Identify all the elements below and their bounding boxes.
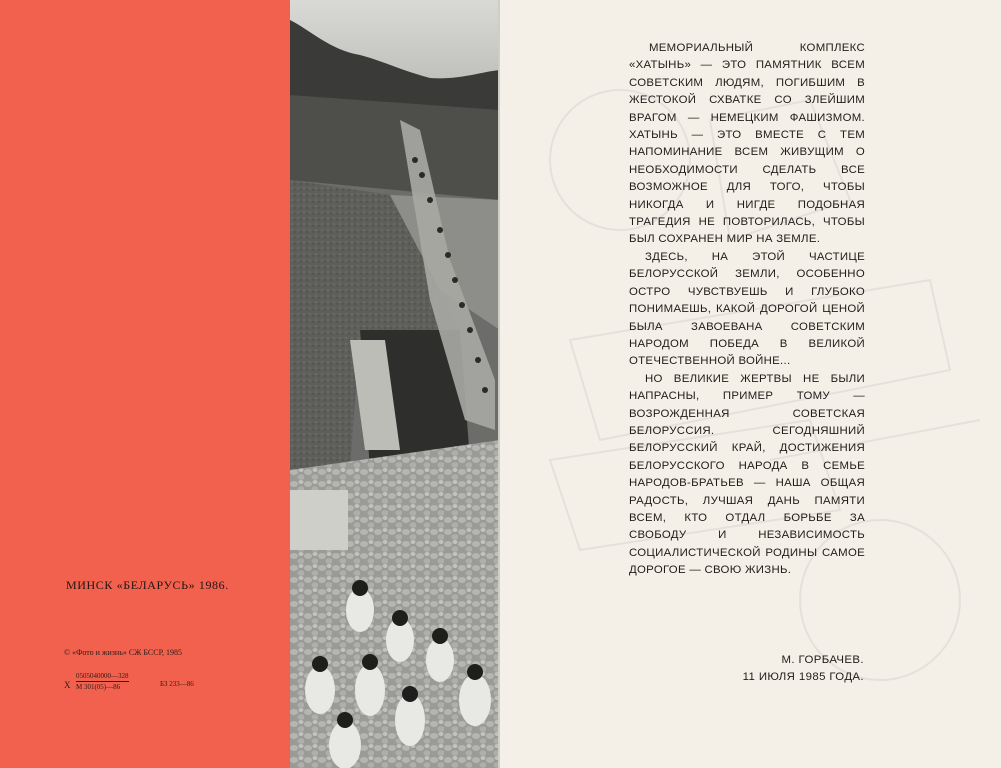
catalog-numerator: 0505040000—328 — [76, 672, 129, 680]
left-page-red-cover — [0, 0, 290, 768]
paragraph-intro: МЕМОРИАЛЬНЫЙ КОМПЛЕКС «ХАТЫНЬ» — ЭТО ПАМЯТНИК ВСЕМ СОВЕТСКИМ ЛЮДЯМ, ПОГИБШИМ В ЖЕСТОКОЙ СХВАТКЕ СО ЗЛЕЙШИМ ВРАГОМ — НЕМЕЦКИМ ФАШИЗМОМ. ХАТЫНЬ — ЭТО ВМЕСТЕ С ТЕМ НАПОМИНАНИЕ ВСЕМ ЖИВУЩИМ О НЕОБХОДИМОСТИ СДЕЛАТЬ ВСЕ ВОЗМОЖНОЕ ДЛЯ ТОГО, ЧТОБЫ НИКОГДА И НИГДЕ ПОДОБНАЯ ТРАГЕДИЯ НЕ ПОВТОРИЛАСЬ, ЧТОБЫ БЫЛ СОХРАНЕН МИР НА ЗЕМЛЕ. — [629, 42, 865, 246]
memorial-photo — [290, 0, 500, 768]
catalog-fraction — [76, 672, 129, 691]
signature-name: М. ГОРБАЧЕВ. — [781, 654, 864, 666]
memorial-text — [629, 40, 865, 580]
catalog-letter: Х — [64, 680, 71, 690]
catalog-denominator: М 301(05)—86 — [76, 683, 121, 691]
memorial-photo-illustration — [290, 0, 500, 768]
signature-date: 11 ИЮЛЯ 1985 ГОДА. — [742, 671, 864, 683]
copyright-line: © «Фото и жизнь» СЖ БССР, 1985 — [64, 648, 183, 657]
paragraph-belarus-land: ЗДЕСЬ, НА ЭТОЙ ЧАСТИЦЕ БЕЛОРУССКОЙ ЗЕМЛИ, ОСОБЕННО ОСТРО ЧУВСТВУЕШЬ И ГЛУБОКО ПОНИМАЕШЬ, КАКОЙ ДОРОГОЙ ЦЕНОЙ БЫЛА ЗАВОЕВАНА СОВЕТСКИМ НАРОДОМ ПОБЕДА В ВЕЛИКОЙ ОТЕЧЕСТВЕННОЙ ВОЙНЕ... — [629, 250, 865, 368]
signature-block — [700, 652, 864, 686]
catalog-code: БЗ 233—86 — [160, 680, 194, 688]
catalog-index — [64, 672, 264, 712]
publisher-line: МИНСК «БЕЛАРУСЬ» 1986. — [66, 578, 229, 592]
paragraph-sacrifices: НО ВЕЛИКИЕ ЖЕРТВЫ НЕ БЫЛИ НАПРАСНЫ, ПРИМЕР ТОМУ — ВОЗРОЖДЕННАЯ СОВЕТСКАЯ БЕЛОРУССИЯ. СЕГОДНЯШНИЙ БЕЛОРУССКИЙ КРАЙ, ДОСТИЖЕНИЯ БЕЛОРУССКОГО НАРОДА В СЕМЬЕ НАРОДОВ-БРАТЬЕВ — НАША ОБЩАЯ РАДОСТЬ, ЛУЧШАЯ ДАНЬ ПАМЯТИ ВСЕМ, КТО ОТДАЛ БОРЬБЕ ЗА СВОБОДУ И НЕЗАВИСИМОСТЬ СОЦИАЛИСТИЧЕСКОЙ РОДИНЫ САМОЕ ДОРОГОЕ — СВОЮ ЖИЗНЬ. — [629, 372, 865, 577]
